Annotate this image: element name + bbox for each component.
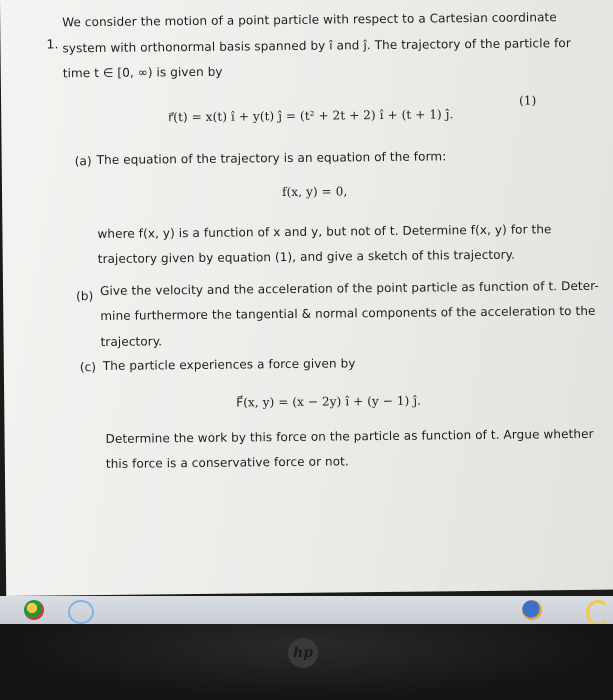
hp-logo-icon: hp (288, 638, 318, 668)
os-taskbar (0, 596, 613, 624)
partial-app-icon[interactable] (586, 600, 610, 626)
part-c-line-3: this force is a conservative force or not. (105, 454, 349, 471)
app-ring-icon[interactable] (68, 600, 94, 624)
part-b-line-1: Give the velocity and the acceleration of the point particle as function of t. Deter- (99, 278, 599, 298)
trajectory-equation: r⃗(t) = x(t) î + y(t) ĵ = (t² + 2t + 2) î + (t + 1) ĵ. (168, 107, 454, 125)
part-c-label: (c) (79, 360, 97, 375)
laptop-bezel (0, 624, 613, 700)
part-b-line-2: mine furthermore the tangential & normal components of the acceleration to the (100, 303, 596, 323)
intro-line-2: system with orthonormal basis spanned by î and ĵ. The trajectory of the particle for (62, 36, 571, 56)
part-b-label: (b) (76, 289, 94, 304)
part-c-equation: F⃗(x, y) = (x − 2y) î + (y − 1) ĵ. (236, 393, 422, 410)
part-b-line-3: trajectory. (100, 334, 163, 349)
chrome-app-icon[interactable] (24, 600, 44, 620)
intro-line-1: We consider the motion of a point particle with respect to a Cartesian coordinate (62, 10, 557, 30)
part-a-equation: f(x, y) = 0, (281, 184, 348, 200)
part-a-label: (a) (74, 154, 92, 169)
help-app-icon[interactable] (522, 600, 542, 620)
problem-number: 1. (46, 36, 59, 52)
part-a-line-1: The equation of the trajectory is an equation of the form: (96, 149, 447, 167)
part-a-line-3: trajectory given by equation (1), and give a sketch of this trajectory. (97, 247, 516, 266)
part-a-line-2: where f(x, y) is a function of x and y, but not of t. Determine f(x, y) for the (97, 222, 552, 241)
intro-line-3: time t ∈ [0, ∞) is given by (62, 64, 223, 81)
part-c-line-1: The particle experiences a force given by (102, 356, 356, 373)
equation-number-1: (1) (519, 93, 537, 108)
part-c-line-2: Determine the work by this force on the particle as function of t. Argue whether (105, 426, 594, 446)
